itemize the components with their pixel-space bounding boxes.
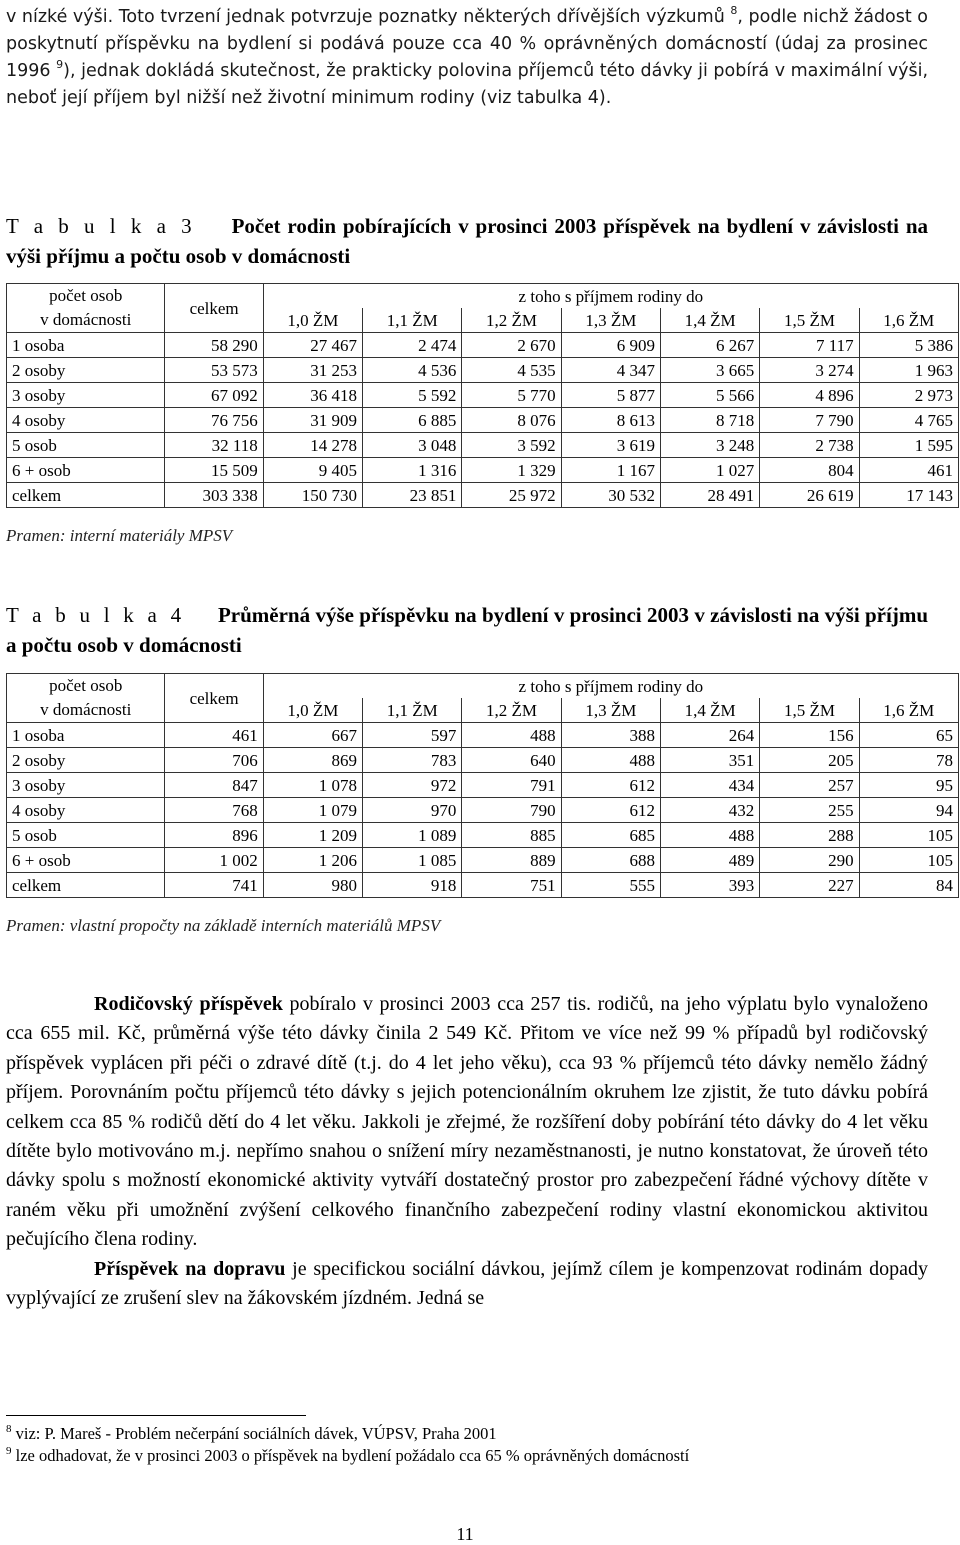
row-label-cell: 1 osoba <box>7 723 165 748</box>
table4-title: Průměrná výše příspěvku na bydlení v prosinci 2003 v závislosti na výši příjmu a počtu osob v domácnosti <box>6 603 929 657</box>
header-persons-line2: v domácnosti <box>40 700 132 719</box>
value-cell: 156 <box>760 723 859 748</box>
footnote-8 <box>6 1423 936 1445</box>
value-cell: 1 206 <box>263 848 362 873</box>
value-cell: 14 278 <box>263 433 362 458</box>
value-cell: 791 <box>462 773 561 798</box>
row-label-cell: 4 osoby <box>7 408 165 433</box>
value-cell: 980 <box>263 873 362 898</box>
row-label-cell: 5 osob <box>7 823 165 848</box>
value-cell: 7 117 <box>760 333 859 358</box>
header-persons-line2: v domácnosti <box>40 310 132 329</box>
row-label-cell: 6 + osob <box>7 848 165 873</box>
value-cell: 290 <box>760 848 859 873</box>
value-cell: 4 896 <box>760 383 859 408</box>
table-row <box>7 408 959 433</box>
intro-text-1: v nízké výši. Toto tvrzení jednak potvrzuje poznatky některých dřívějších výzkumů <box>6 7 725 27</box>
value-cell: 32 118 <box>165 433 263 458</box>
value-cell: 288 <box>760 823 859 848</box>
row-label-cell: 3 osoby <box>7 383 165 408</box>
value-cell: 53 573 <box>165 358 263 383</box>
value-cell: 640 <box>462 748 561 773</box>
term-parental-allowance: Rodičovský příspěvek <box>94 993 283 1015</box>
income-column-header: 1,5 ŽM <box>760 698 859 723</box>
value-cell: 65 <box>859 723 958 748</box>
value-cell: 970 <box>363 798 462 823</box>
body-text <box>6 990 928 1313</box>
row-label-cell: 2 osoby <box>7 748 165 773</box>
value-cell: 5 770 <box>462 383 561 408</box>
table3-header-total: celkem <box>165 284 263 333</box>
value-cell: 488 <box>462 723 561 748</box>
income-column-header: 1,2 ŽM <box>462 308 561 333</box>
table3-header-persons <box>7 284 165 333</box>
value-cell: 1 078 <box>263 773 362 798</box>
value-cell: 706 <box>165 748 263 773</box>
footnote-number: 9 <box>6 1445 12 1457</box>
value-cell: 488 <box>660 823 759 848</box>
row-label-cell: 3 osoby <box>7 773 165 798</box>
value-cell: 9 405 <box>263 458 362 483</box>
table-row <box>7 873 959 898</box>
value-cell: 847 <box>165 773 263 798</box>
value-cell: 3 274 <box>760 358 859 383</box>
paragraph-text: pobíralo v prosinci 2003 cca 257 tis. rodičů, na jeho výplatu bylo vynaloženo cca 655 mil. Kč, průměrná výše této dávky činila 2 549 Kč. Přitom ve více než 99 % případů byl rodičovský příspěvek vyplácen při péči o zdravé dítě (t.j. do 4 let jeho věku), cca 93 % příjemců této dávky nemělo žádný příjem. Porovnáním počtu příjemců této dávky s jejich potencionálním okruhem lze zjistit, že tuto dávku pobírá celkem cca 85 % rodičů dětí do 4 let věku. Jakkoli je zřejmé, že rozšíření doby pobírání této dávky do 4 let věku dítěte bylo motivováno m.j. nepřímo snahou o snížení míry nezaměstnanosti, je nutno konstatovat, že úroveň této dávky spolu s možností ekonomické aktivity vytváří dostatečný prostor pro zabezpečení řádné výchovy dítěte v raném věku při umožnění zvýšení celkového finančního zabezpečení rodiny vlastní ekonomickou aktivitou pečujícího člena rodiny. <box>6 993 928 1251</box>
value-cell: 5 566 <box>660 383 759 408</box>
footnote-number: 8 <box>6 1423 12 1435</box>
table-row <box>7 358 959 383</box>
table-row <box>7 848 959 873</box>
income-column-header: 1,4 ŽM <box>660 698 759 723</box>
value-cell: 1 329 <box>462 458 561 483</box>
value-cell: 768 <box>165 798 263 823</box>
table-row <box>7 798 959 823</box>
income-column-header: 1,1 ŽM <box>363 698 462 723</box>
table-row <box>7 433 959 458</box>
value-cell: 3 665 <box>660 358 759 383</box>
table-row <box>7 483 959 508</box>
value-cell: 105 <box>859 823 958 848</box>
row-label-cell: 4 osoby <box>7 798 165 823</box>
value-cell: 896 <box>165 823 263 848</box>
value-cell: 78 <box>859 748 958 773</box>
value-cell: 5 386 <box>859 333 958 358</box>
table-row <box>7 383 959 408</box>
table3-source: Pramen: interní materiály MPSV <box>6 526 233 545</box>
income-column-header: 1,3 ŽM <box>561 308 660 333</box>
value-cell: 1 079 <box>263 798 362 823</box>
income-column-header: 1,3 ŽM <box>561 698 660 723</box>
value-cell: 804 <box>760 458 859 483</box>
value-cell: 4 347 <box>561 358 660 383</box>
value-cell: 972 <box>363 773 462 798</box>
paragraph-transport-allowance <box>6 1255 928 1314</box>
value-cell: 612 <box>561 798 660 823</box>
term-transport-allowance: Příspěvek na dopravu <box>94 1257 286 1280</box>
value-cell: 461 <box>165 723 263 748</box>
value-cell: 783 <box>363 748 462 773</box>
table-row <box>7 823 959 848</box>
value-cell: 597 <box>363 723 462 748</box>
footnote-text: viz: P. Mareš - Problém nečerpání sociálních dávek, VÚPSV, Praha 2001 <box>15 1424 497 1443</box>
value-cell: 461 <box>859 458 958 483</box>
value-cell: 351 <box>660 748 759 773</box>
page-number: 11 <box>456 1524 474 1544</box>
footnotes <box>6 1423 936 1467</box>
row-label-cell: celkem <box>7 873 165 898</box>
value-cell: 95 <box>859 773 958 798</box>
value-cell: 227 <box>760 873 859 898</box>
header-persons-line1: počet osob <box>49 286 123 305</box>
table4-caption <box>6 600 928 660</box>
value-cell: 869 <box>263 748 362 773</box>
value-cell: 685 <box>561 823 660 848</box>
value-cell: 58 290 <box>165 333 263 358</box>
header-persons-line1: počet osob <box>49 676 123 695</box>
value-cell: 27 467 <box>263 333 362 358</box>
paragraph-parental-allowance <box>6 990 928 1255</box>
value-cell: 612 <box>561 773 660 798</box>
table3-label: T a b u l k a 3 <box>6 214 196 238</box>
intro-paragraph <box>6 4 928 112</box>
value-cell: 67 092 <box>165 383 263 408</box>
value-cell: 1 167 <box>561 458 660 483</box>
footnote-divider <box>6 1415 306 1416</box>
value-cell: 150 730 <box>263 483 362 508</box>
table4-label: T a b u l k a 4 <box>6 603 186 627</box>
value-cell: 489 <box>660 848 759 873</box>
value-cell: 7 790 <box>760 408 859 433</box>
table4-header-group: z toho s příjmem rodiny do <box>263 674 958 699</box>
row-label-cell: celkem <box>7 483 165 508</box>
paragraph-text: je specifickou sociální dávkou, jejímž cílem je kompenzovat rodinám dopady vyplývající ze zrušení slev na žákovském jízdném. Jedná se <box>6 1257 928 1310</box>
value-cell: 751 <box>462 873 561 898</box>
table-row <box>7 773 959 798</box>
value-cell: 1 209 <box>263 823 362 848</box>
row-label-cell: 2 osoby <box>7 358 165 383</box>
value-cell: 434 <box>660 773 759 798</box>
value-cell: 1 595 <box>859 433 958 458</box>
income-column-header: 1,2 ŽM <box>462 698 561 723</box>
value-cell: 8 076 <box>462 408 561 433</box>
value-cell: 31 253 <box>263 358 362 383</box>
value-cell: 688 <box>561 848 660 873</box>
value-cell: 889 <box>462 848 561 873</box>
value-cell: 5 877 <box>561 383 660 408</box>
value-cell: 3 048 <box>363 433 462 458</box>
value-cell: 257 <box>760 773 859 798</box>
value-cell: 26 619 <box>760 483 859 508</box>
value-cell: 1 085 <box>363 848 462 873</box>
value-cell: 2 670 <box>462 333 561 358</box>
value-cell: 6 885 <box>363 408 462 433</box>
value-cell: 488 <box>561 748 660 773</box>
value-cell: 885 <box>462 823 561 848</box>
value-cell: 388 <box>561 723 660 748</box>
value-cell: 4 765 <box>859 408 958 433</box>
footnote-ref-9: 9 <box>56 58 64 71</box>
table-row <box>7 458 959 483</box>
footnote-ref-8: 8 <box>730 4 738 17</box>
income-column-header: 1,1 ŽM <box>363 308 462 333</box>
footnote-9 <box>6 1445 936 1467</box>
value-cell: 28 491 <box>660 483 759 508</box>
income-column-header: 1,4 ŽM <box>660 308 759 333</box>
value-cell: 15 509 <box>165 458 263 483</box>
intro-text-2: , podle nichž žádost o poskytnutí příspěvku na bydlení si podává pouze cca 40 % oprávněných domácností (údaj za prosinec 1996 <box>6 7 929 81</box>
row-label-cell: 6 + osob <box>7 458 165 483</box>
value-cell: 393 <box>660 873 759 898</box>
table-row <box>7 748 959 773</box>
value-cell: 84 <box>859 873 958 898</box>
table4-source: Pramen: vlastní propočty na základě interních materiálů MPSV <box>6 916 441 935</box>
value-cell: 790 <box>462 798 561 823</box>
table3-header-group: z toho s příjmem rodiny do <box>263 284 958 309</box>
income-column-header: 1,5 ŽM <box>760 308 859 333</box>
value-cell: 2 738 <box>760 433 859 458</box>
income-column-header: 1,0 ŽM <box>263 698 362 723</box>
value-cell: 1 963 <box>859 358 958 383</box>
income-column-header: 1,0 ŽM <box>263 308 362 333</box>
value-cell: 1 316 <box>363 458 462 483</box>
value-cell: 555 <box>561 873 660 898</box>
value-cell: 264 <box>660 723 759 748</box>
value-cell: 30 532 <box>561 483 660 508</box>
value-cell: 1 027 <box>660 458 759 483</box>
value-cell: 4 536 <box>363 358 462 383</box>
table3-title: Počet rodin pobírajících v prosinci 2003 příspěvek na bydlení v závislosti na výši příjmu a počtu osob v domácnosti <box>6 214 929 268</box>
intro-text-3: ), jednak dokládá skutečnost, že prakticky polovina příjemců této dávky ji pobírá v maximální výši, neboť její příjem byl nižší než životní minimum rodiny (viz tabulka 4). <box>6 61 929 108</box>
value-cell: 432 <box>660 798 759 823</box>
value-cell: 76 756 <box>165 408 263 433</box>
value-cell: 667 <box>263 723 362 748</box>
value-cell: 36 418 <box>263 383 362 408</box>
table3-caption <box>6 211 928 271</box>
row-label-cell: 5 osob <box>7 433 165 458</box>
value-cell: 741 <box>165 873 263 898</box>
value-cell: 8 718 <box>660 408 759 433</box>
value-cell: 17 143 <box>859 483 958 508</box>
table4 <box>6 673 959 898</box>
footnote-text: lze odhadovat, že v prosinci 2003 o příspěvek na bydlení požádalo cca 65 % oprávněných domácností <box>15 1446 690 1465</box>
value-cell: 25 972 <box>462 483 561 508</box>
value-cell: 6 909 <box>561 333 660 358</box>
value-cell: 255 <box>760 798 859 823</box>
value-cell: 3 248 <box>660 433 759 458</box>
value-cell: 6 267 <box>660 333 759 358</box>
value-cell: 23 851 <box>363 483 462 508</box>
table3 <box>6 283 959 508</box>
value-cell: 918 <box>363 873 462 898</box>
table-row <box>7 333 959 358</box>
value-cell: 303 338 <box>165 483 263 508</box>
value-cell: 2 474 <box>363 333 462 358</box>
row-label-cell: 1 osoba <box>7 333 165 358</box>
value-cell: 94 <box>859 798 958 823</box>
value-cell: 3 592 <box>462 433 561 458</box>
value-cell: 1 002 <box>165 848 263 873</box>
value-cell: 1 089 <box>363 823 462 848</box>
income-column-header: 1,6 ŽM <box>859 698 958 723</box>
value-cell: 4 535 <box>462 358 561 383</box>
value-cell: 205 <box>760 748 859 773</box>
table-row <box>7 723 959 748</box>
value-cell: 2 973 <box>859 383 958 408</box>
table4-header-total: celkem <box>165 674 263 723</box>
income-column-header: 1,6 ŽM <box>859 308 958 333</box>
value-cell: 105 <box>859 848 958 873</box>
table4-header-persons <box>7 674 165 723</box>
value-cell: 5 592 <box>363 383 462 408</box>
value-cell: 8 613 <box>561 408 660 433</box>
value-cell: 3 619 <box>561 433 660 458</box>
value-cell: 31 909 <box>263 408 362 433</box>
